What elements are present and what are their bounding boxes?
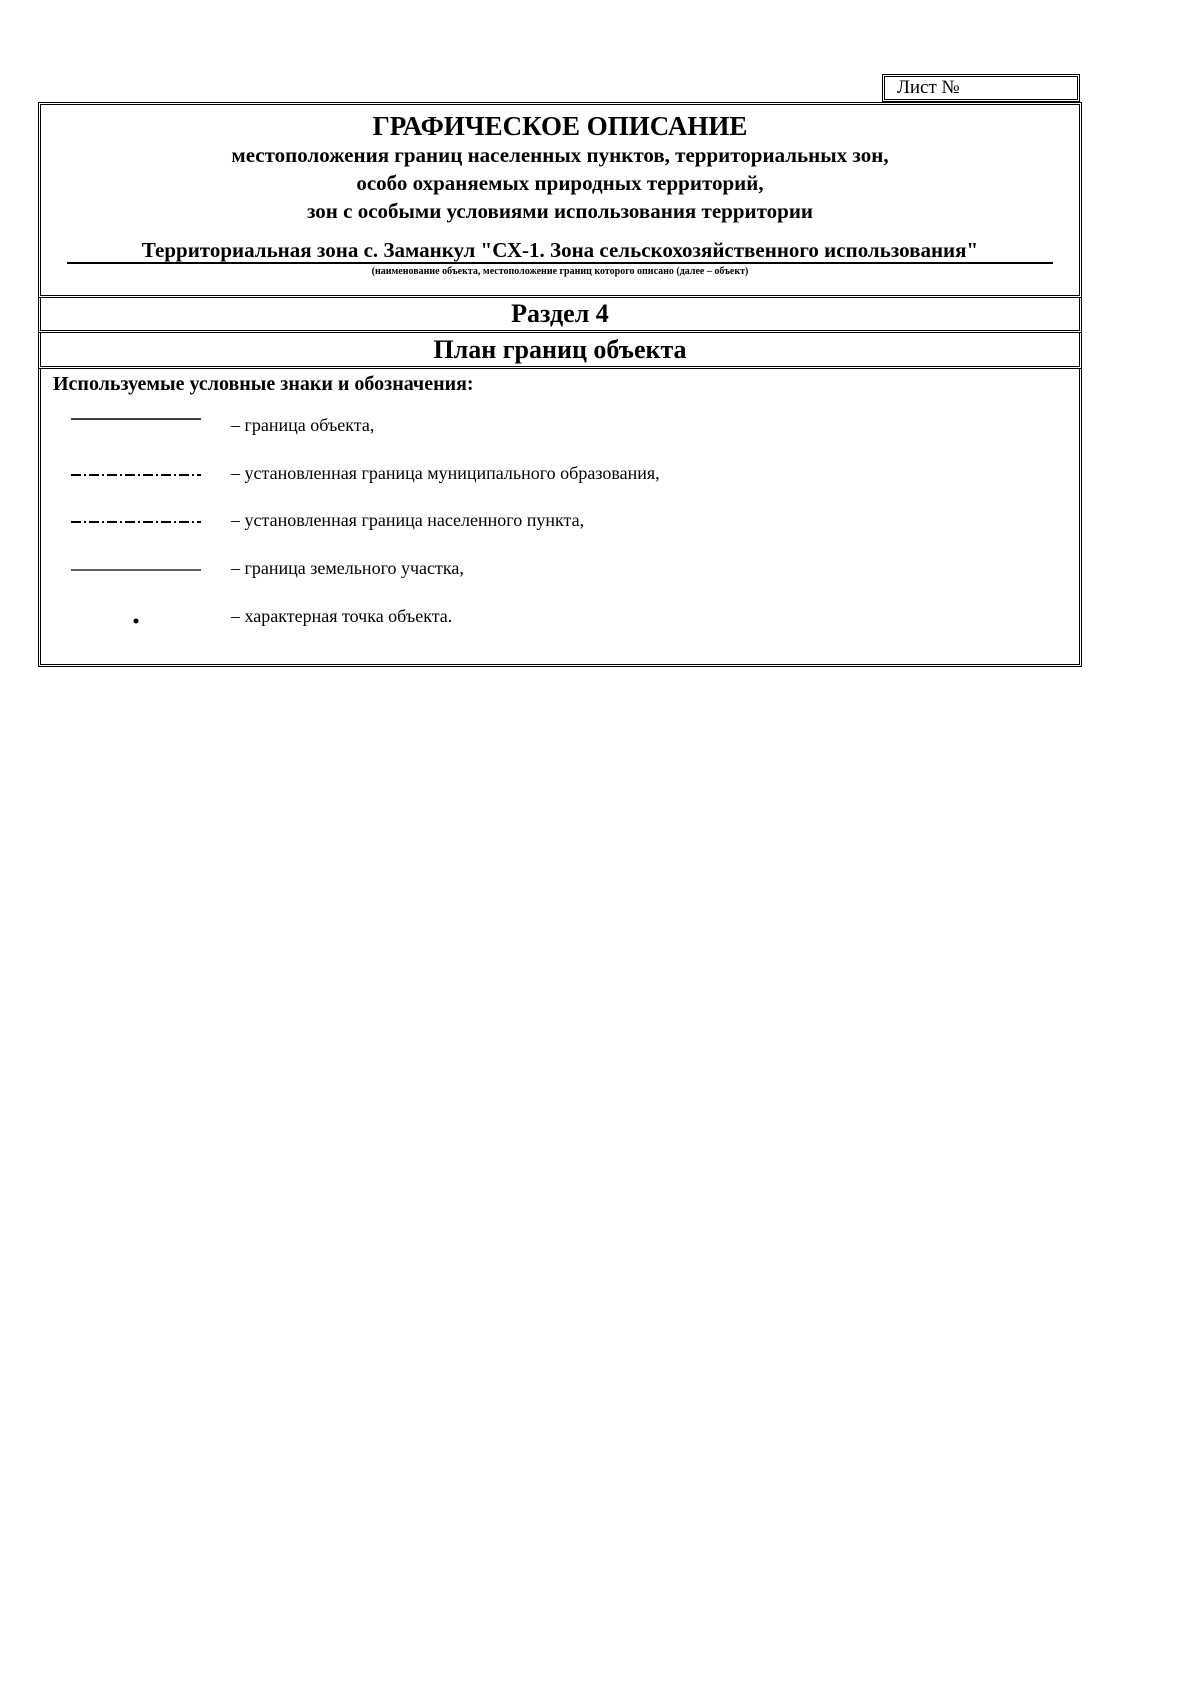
sheet-number-box [882, 74, 1080, 102]
dash-dot-line-icon [71, 465, 201, 485]
point-icon [71, 608, 201, 628]
legend-panel [38, 369, 1082, 667]
legend-text: – граница объекта, [231, 415, 375, 435]
legend-item-municipal-boundary [41, 463, 1079, 493]
legend-text: – установленная граница населенного пункта, [231, 510, 585, 530]
legend-text: – граница земельного участка, [231, 558, 464, 578]
section-heading [38, 298, 1082, 333]
subtitle-line-1: местоположения границ населенных пунктов, территориальных зон, [231, 143, 889, 167]
plan-heading [38, 333, 1082, 369]
legend-item-object-boundary [41, 415, 1079, 445]
legend-item-settlement-boundary [41, 510, 1079, 540]
legend-text: – установленная граница муниципального образования, [231, 463, 660, 483]
document-title: ГРАФИЧЕСКОЕ ОПИСАНИЕ [372, 111, 748, 141]
legend-item-characteristic-point [41, 606, 1079, 636]
document-header [38, 102, 1082, 298]
section-label: Раздел 4 [511, 299, 609, 328]
plan-title: План границ объекта [433, 335, 687, 364]
subtitle-line-2: особо охраняемых природных территорий, [356, 171, 764, 195]
thin-line-icon [71, 560, 201, 580]
object-name: Территориальная зона с. Заманкул "СХ-1. Зона сельскохозяйственного использования" [67, 238, 1053, 264]
legend-text: – характерная точка объекта. [231, 606, 453, 626]
legend-title: Используемые условные знаки и обозначения: [53, 373, 474, 395]
dash-dot-line-icon [71, 512, 201, 532]
subtitle-line-3: зон с особыми условиями использования территории [306, 199, 814, 223]
object-caption: (наименование объекта, местоположение границ которого описано (далее – объект) [371, 266, 749, 277]
legend-item-land-plot-boundary [41, 558, 1079, 588]
sheet-number-label: Лист № [897, 77, 960, 98]
solid-line-icon [71, 409, 201, 429]
